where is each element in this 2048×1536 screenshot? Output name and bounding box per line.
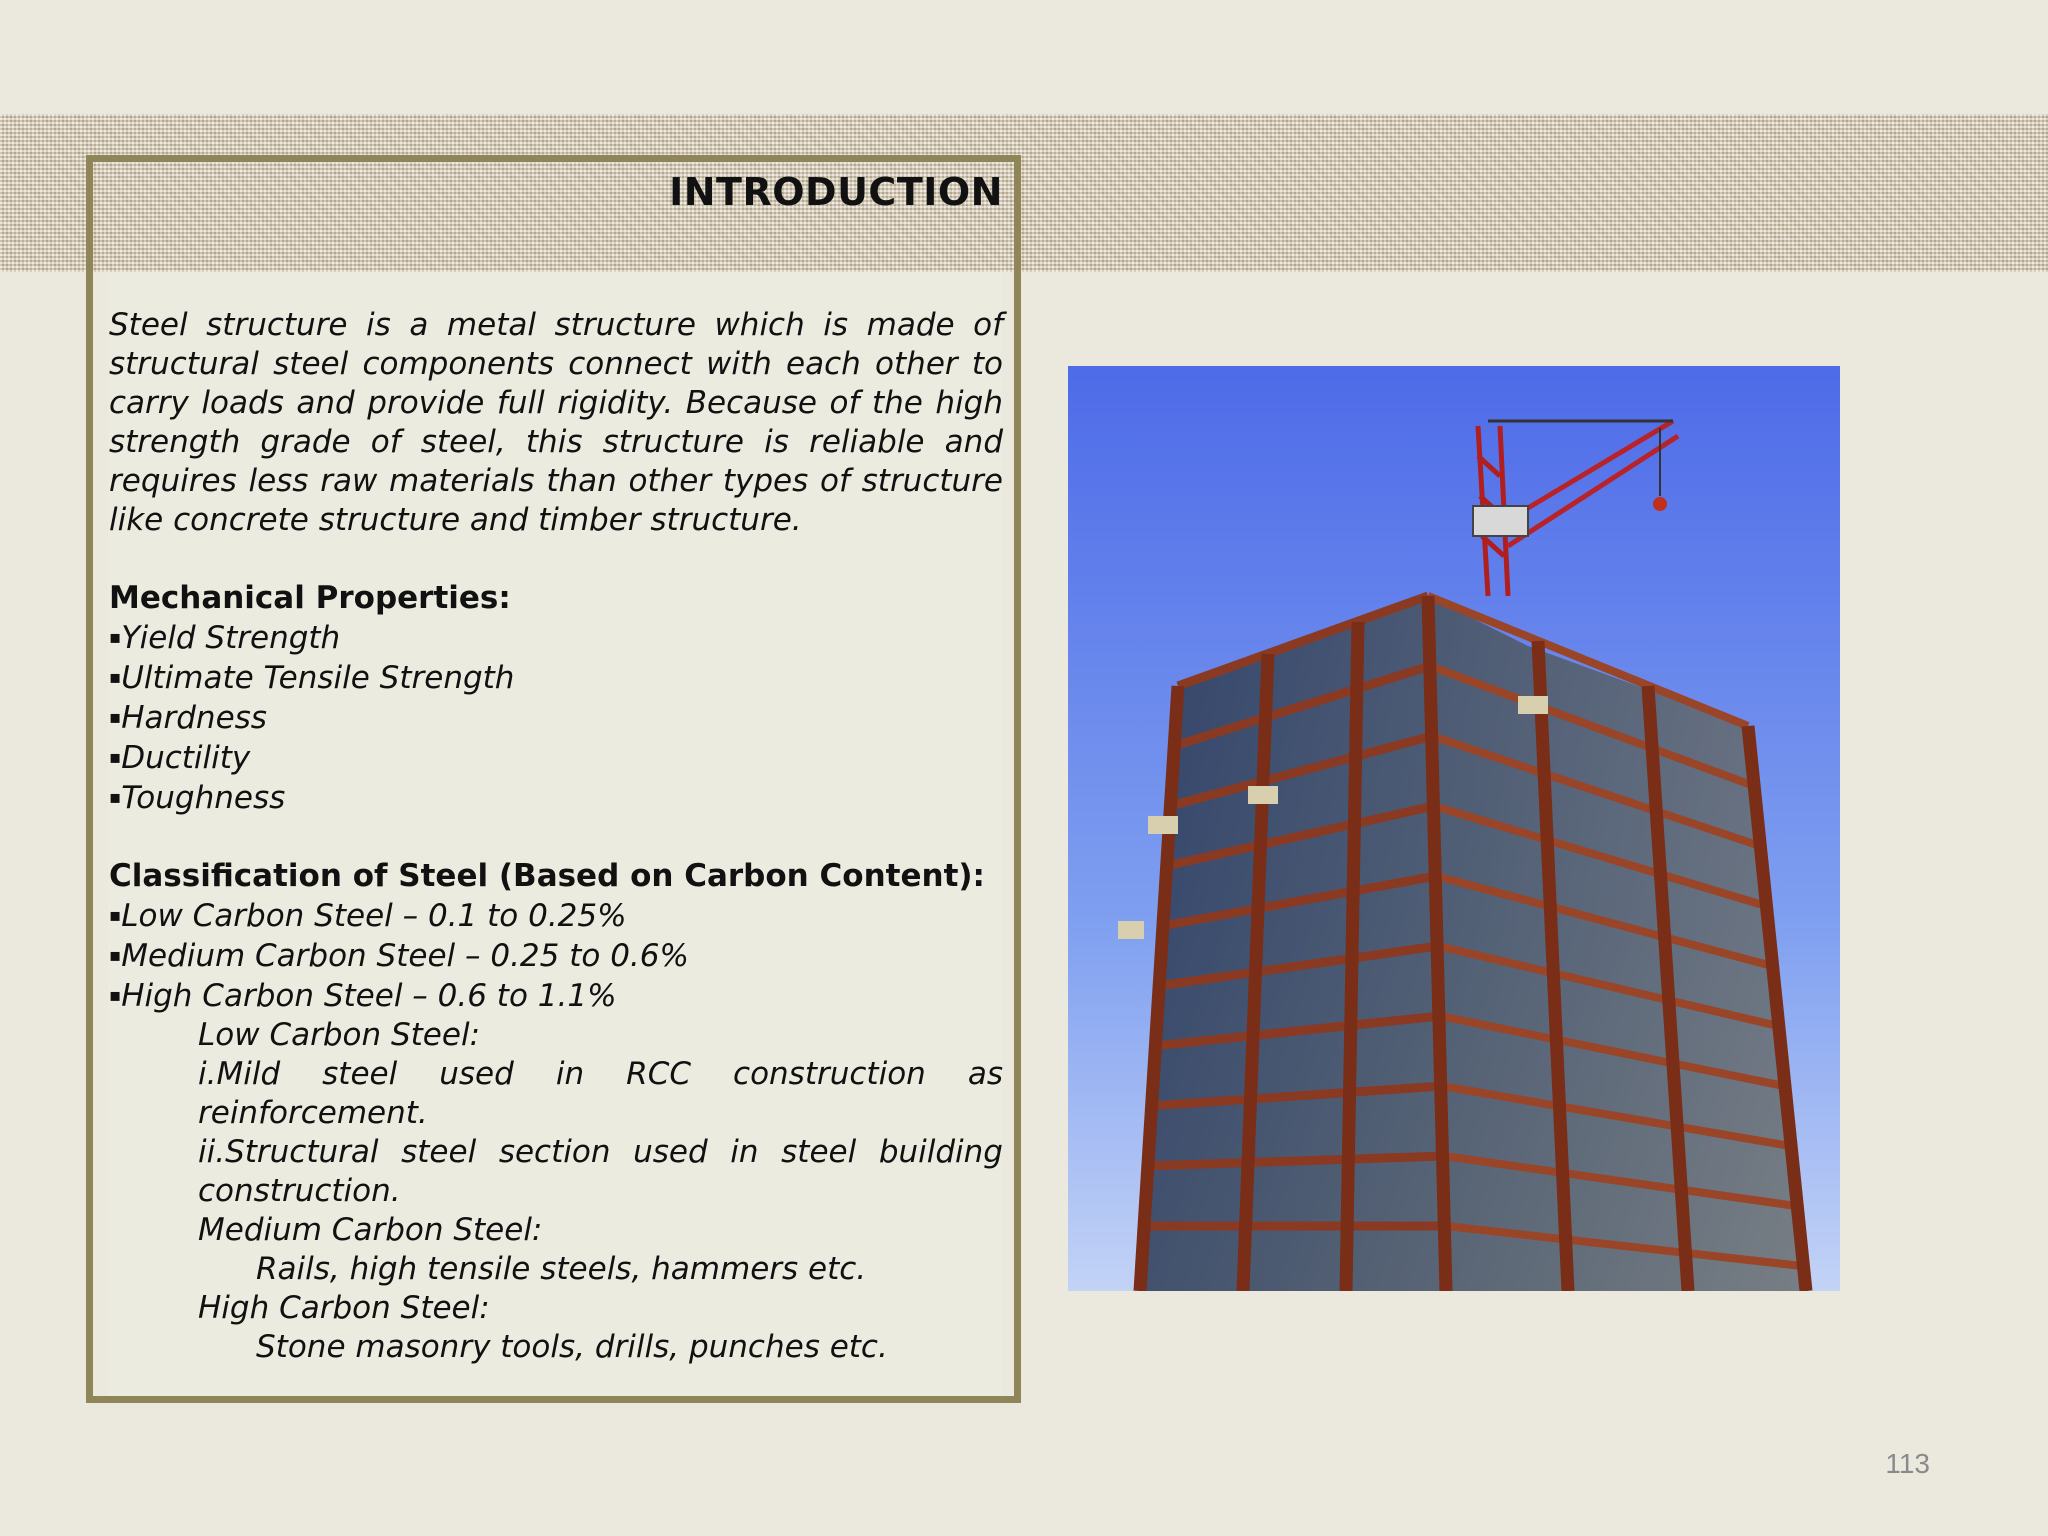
list-item: ▪Yield Strength: [109, 620, 341, 656]
mechanical-heading: Mechanical Properties:: [109, 580, 511, 616]
low-carbon-heading: Low Carbon Steel:: [198, 1017, 481, 1053]
steel-building-photo: [1068, 366, 1840, 1291]
bullet-icon: ▪: [109, 707, 122, 728]
high-carbon-uses: Stone masonry tools, drills, punches etc.: [256, 1329, 888, 1365]
bullet-icon: ▪: [109, 945, 122, 966]
medium-carbon-uses: Rails, high tensile steels, hammers etc.: [256, 1251, 867, 1287]
slide-content: [109, 306, 1003, 1367]
high-carbon-heading: High Carbon Steel:: [198, 1290, 490, 1326]
low-carbon-use-1: i.Mild steel used in RCC construction as: [198, 1056, 1003, 1092]
low-carbon-use-2: ii.Structural steel section used in steel building: [198, 1134, 1003, 1170]
bullet-icon: ▪: [109, 627, 122, 648]
page-number: 113: [1885, 1448, 1930, 1479]
list-item: ▪Medium Carbon Steel – 0.25 to 0.6%: [109, 938, 689, 974]
bullet-icon: ▪: [109, 985, 122, 1006]
list-item: ▪Low Carbon Steel – 0.1 to 0.25%: [109, 898, 627, 934]
list-item: ▪Hardness: [109, 700, 267, 736]
intro-paragraph: Steel structure is a metal structure which is made of structural steel components connect with each other to carry loads and provide full rigidity. Because of the high strength grade of steel, this structure is reliable and requires less raw materials than other types of structure like concrete structure and timber structure.: [109, 307, 1003, 538]
classification-heading: Classification of Steel (Based on Carbon Content):: [109, 858, 985, 894]
bullet-icon: ▪: [109, 905, 122, 926]
bullet-icon: ▪: [109, 747, 122, 768]
list-item: ▪Ductility: [109, 740, 251, 776]
list-item: ▪Toughness: [109, 780, 286, 816]
medium-carbon-heading: Medium Carbon Steel:: [198, 1212, 543, 1248]
slide-title: INTRODUCTION: [669, 170, 1003, 214]
low-carbon-use-1-cont: reinforcement.: [198, 1095, 428, 1131]
low-carbon-use-2-cont: construction.: [198, 1173, 401, 1209]
list-item: ▪Ultimate Tensile Strength: [109, 660, 515, 696]
bullet-icon: ▪: [109, 667, 122, 688]
list-item: ▪High Carbon Steel – 0.6 to 1.1%: [109, 978, 617, 1014]
bullet-icon: ▪: [109, 787, 122, 808]
